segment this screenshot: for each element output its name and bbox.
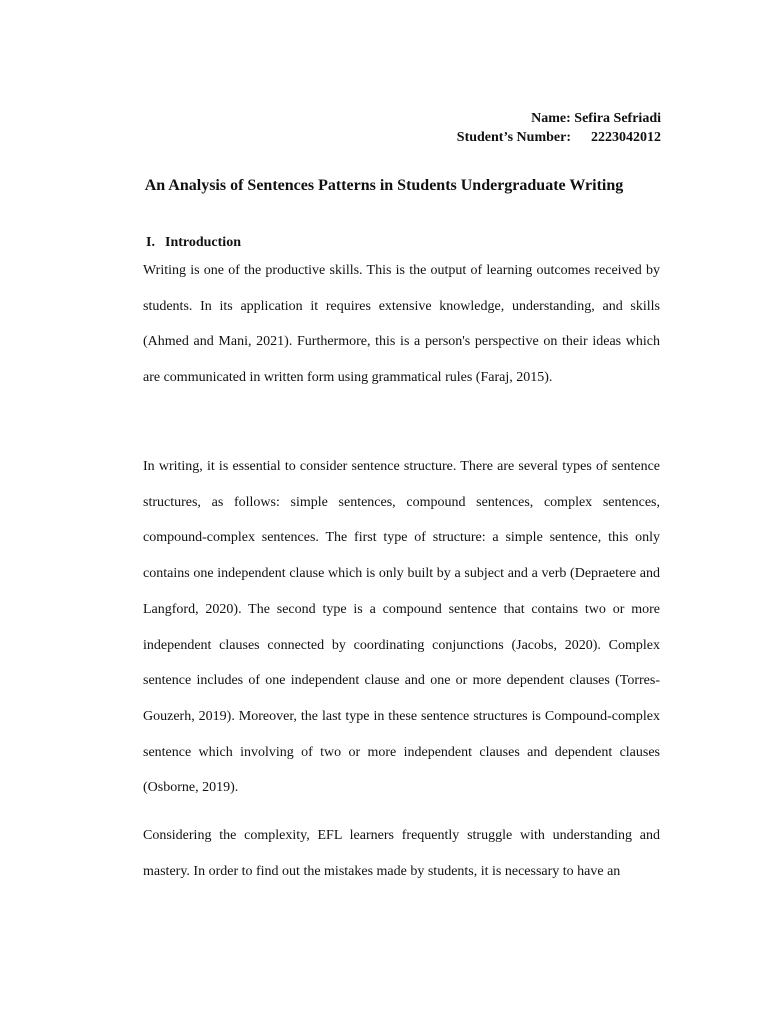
- section-heading: [146, 233, 241, 253]
- section-number: I.: [146, 235, 155, 250]
- paragraph: Considering the complexity, EFL learners frequently struggle with understanding and mastery. In order to find out the mistakes made by students, it is necessary to have an: [143, 828, 660, 879]
- paragraph: Writing is one of the productive skills. This is the output of learning outcomes received by students. In its application it requires extensive knowledge, understanding, and skills (Ahmed and Mani, 2021). Furthermore, this is a person's perspective on their ideas which are communicated in written form using grammatical rules (Faraj, 2015).: [143, 263, 660, 386]
- author-info: [457, 109, 661, 147]
- document-title: An Analysis of Sentences Patterns in Students Undergraduate Writing: [144, 177, 624, 194]
- paragraph: In writing, it is essential to consider sentence structure. There are several types of sentence structures, as follows: simple sentences, compound sentences, complex sentences, compound-complex sentences. The first type of structure: a simple sentence, this only contains one independent clause which is only built by a subject and a verb (Depraetere and Langford, 2020). The second type is a compound sentence that contains two or more independent clauses connected by coordinating conjunctions (Jacobs, 2020). Complex sentence includes of one independent clause and one or more dependent clauses (Torres-Gouzerh, 2019). Moreover, the last type in these sentence structures is Compound-complex sentence which involving of two or more independent clauses and dependent clauses (Osborne, 2019).: [143, 459, 660, 796]
- student-number-line: [457, 128, 661, 147]
- student-number-value: 2223042012: [591, 130, 661, 145]
- section-title: Introduction: [165, 235, 241, 250]
- student-number-label: Student’s Number:: [456, 130, 571, 145]
- author-name: Name: Sefira Sefriadi: [531, 111, 661, 126]
